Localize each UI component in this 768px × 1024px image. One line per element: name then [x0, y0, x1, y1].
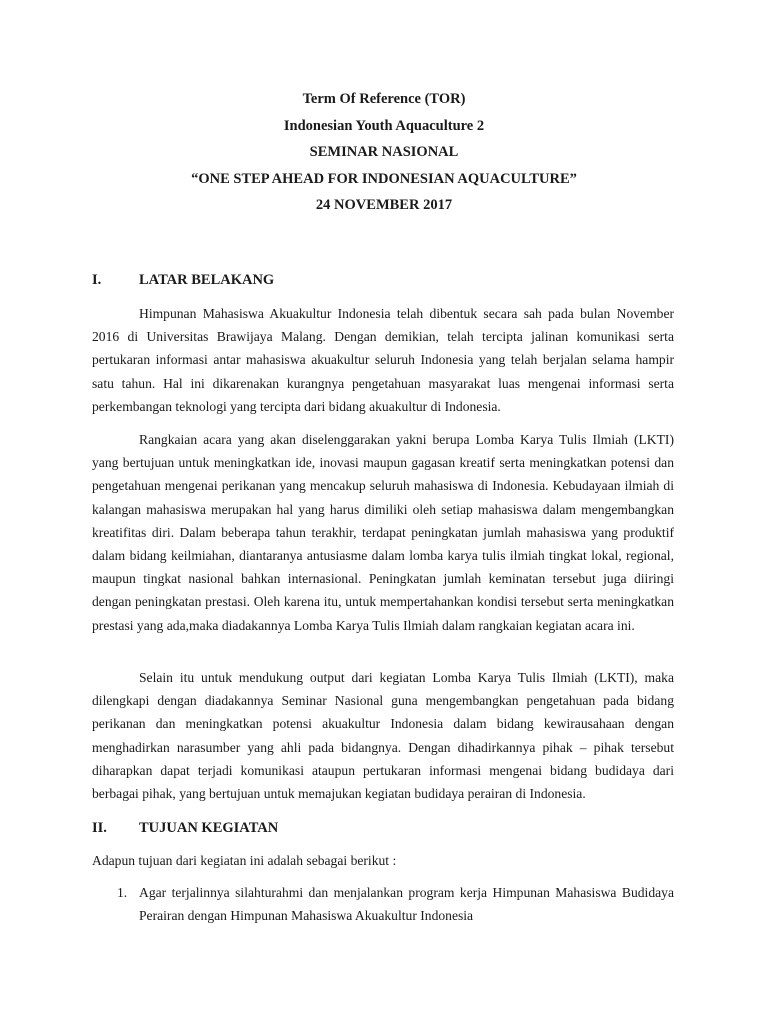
document-title-block: [0, 86, 768, 219]
section-heading-latar-belakang: [92, 270, 274, 290]
event-date: 24 NOVEMBER 2017: [315, 197, 453, 213]
event-theme: “ONE STEP AHEAD FOR INDONESIAN AQUACULTURE”: [191, 170, 577, 187]
section-number: I.: [92, 272, 102, 288]
objectives-intro: Adapun tujuan dari kegiatan ini adalah sebagai berikut :: [92, 853, 397, 868]
event-type: SEMINAR NASIONAL: [309, 144, 459, 160]
background-paragraph-3: Selain itu untuk mendukung output dari kegiatan Lomba Karya Tulis Ilmiah (LKTI), maka dilengkapi dengan diadakannya Seminar Nasional guna mengembangkan pengetahuan pada bidang perikanan dan meningkatkan potensi akuakultur Indonesia dalam bidang kewirausahaan dengan menghadirkan narasumber yang ahli pada bidangnya. Dengan dihadirkannya pihak – pihak tersebut diharapkan dapat terjadi komunikasi ataupun pertukaran informasi mengenai bidang budidaya dari berbagai pihak, yang bertujuan untuk memajukan kegiatan budidaya perairan di Indonesia.: [92, 670, 674, 802]
section-heading-tujuan-kegiatan: [92, 818, 278, 838]
section-title: LATAR BELAKANG: [139, 272, 275, 288]
list-marker: 1.: [117, 885, 128, 900]
list-item-text: Agar terjalinnya silahturahmi dan menjalankan program kerja Himpunan Mahasiswa Budidaya Perairan dengan Himpunan Mahasiswa Akuakultur Indonesia: [139, 885, 674, 924]
section-number: II.: [92, 820, 107, 836]
section-title: TUJUAN KEGIATAN: [139, 820, 279, 836]
document-title: Term Of Reference (TOR): [302, 91, 466, 107]
event-name: Indonesian Youth Aquaculture 2: [283, 117, 485, 134]
background-paragraph-1: Himpunan Mahasiswa Akuakultur Indonesia telah dibentuk secara sah pada bulan November 2016 di Universitas Brawijaya Malang. Dengan demikian, telah tercipta jalinan komunikasi serta pertukaran informasi antar mahasiswa akuakultur seluruh Indonesia yang telah berjalan selama hampir satu tahun. Hal ini dikarenakan kurangnya pengetahuan masyarakat luas mengenai informasi serta perkembangan teknologi yang tercipta dari bidang akuakultur di Indonesia.: [92, 306, 674, 414]
list-item: [92, 881, 674, 927]
background-paragraph-2: Rangkaian acara yang akan diselenggarakan yakni berupa Lomba Karya Tulis Ilmiah (LKTI) yang bertujuan untuk meningkatkan ide, inovasi maupun gagasan kreatif serta meningkatkan potensi dan pengetahuan mengenai perikanan yang mencakup seluruh mahasiswa di Indonesia. Kebudayaan ilmiah di kalangan mahasiswa merupakan hal yang harus dimiliki oleh setiap mahasiswa dalam mengembangkan kreatifitas diri. Dalam beberapa tahun terakhir, terdapat peningkatan jumlah mahasiswa yang produktif dalam bidang keilmiahan, diantaranya antusiasme dalam lomba karya tulis ilmiah tingkat lokal, regional, maupun tingkat nasional bahkan internasional. Peningkatan jumlah keminatan tersebut juga diiringi dengan peningkatan prestasi. Oleh karena itu, untuk mempertahankan kondisi tersebut serta meningkatkan prestasi yang ada,maka diadakannya Lomba Karya Tulis Ilmiah dalam rangkaian kegiatan acara ini.: [92, 432, 674, 633]
